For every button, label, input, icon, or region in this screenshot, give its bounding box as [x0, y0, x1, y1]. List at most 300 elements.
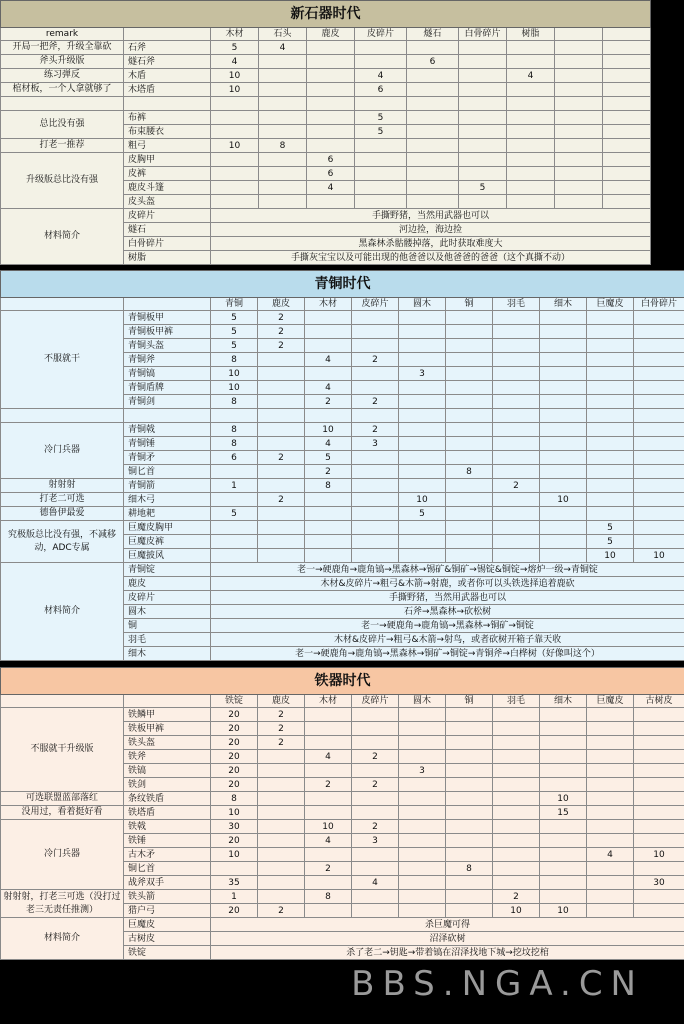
quantity-cell	[555, 139, 603, 153]
quantity-cell	[493, 437, 540, 451]
quantity-cell: 5	[211, 41, 259, 55]
quantity-cell	[407, 181, 459, 195]
quantity-cell	[459, 125, 507, 139]
quantity-cell	[352, 465, 399, 479]
quantity-cell	[493, 806, 540, 820]
quantity-cell: 15	[540, 806, 587, 820]
quantity-cell	[493, 367, 540, 381]
quantity-cell	[459, 97, 507, 111]
quantity-cell	[493, 708, 540, 722]
item-name: 铁板甲裤	[124, 722, 211, 736]
item-name: 铁头盔	[124, 736, 211, 750]
quantity-cell	[211, 493, 258, 507]
item-header	[124, 298, 211, 311]
quantity-cell: 8	[446, 862, 493, 876]
quantity-cell	[307, 97, 355, 111]
quantity-cell	[399, 820, 446, 834]
quantity-cell	[399, 311, 446, 325]
quantity-cell	[258, 367, 305, 381]
quantity-cell	[634, 792, 684, 806]
item-name: 树脂	[124, 251, 211, 265]
remark-cell: 打老一推荐	[1, 139, 124, 153]
quantity-cell	[258, 862, 305, 876]
quantity-cell	[259, 167, 307, 181]
quantity-cell: 4	[352, 876, 399, 890]
quantity-cell	[399, 834, 446, 848]
quantity-cell	[307, 41, 355, 55]
quantity-cell	[540, 778, 587, 792]
item-name: 青铜板甲	[124, 311, 211, 325]
header-row	[1, 695, 684, 708]
material-header: 巨魔皮	[587, 298, 634, 311]
item-name: 细木	[124, 647, 211, 661]
remark-cell: 不服就干升级版	[1, 708, 124, 792]
quantity-cell	[259, 195, 307, 209]
bronze-age-table	[0, 270, 684, 661]
quantity-cell	[399, 806, 446, 820]
quantity-cell: 5	[211, 507, 258, 521]
quantity-cell	[493, 549, 540, 563]
quantity-cell	[555, 97, 603, 111]
material-note: 石斧→黑森林→砍松树	[211, 605, 684, 619]
quantity-cell: 20	[211, 778, 258, 792]
quantity-cell	[352, 451, 399, 465]
item-name: 青铜镐	[124, 367, 211, 381]
material-note: 黑森林杀骷髅掉落，此时获取难度大	[211, 237, 651, 251]
quantity-cell	[540, 549, 587, 563]
quantity-cell	[399, 708, 446, 722]
item-name: 皮胸甲	[124, 153, 211, 167]
item-name	[124, 97, 211, 111]
quantity-cell	[603, 153, 651, 167]
quantity-cell	[446, 367, 493, 381]
quantity-cell	[634, 820, 684, 834]
quantity-cell: 35	[211, 876, 258, 890]
material-header: 皮碎片	[352, 298, 399, 311]
quantity-cell	[258, 437, 305, 451]
quantity-cell	[446, 904, 493, 918]
quantity-cell: 4	[211, 55, 259, 69]
remark-cell	[1, 97, 124, 111]
quantity-cell	[355, 139, 407, 153]
quantity-cell	[446, 507, 493, 521]
quantity-cell	[259, 125, 307, 139]
quantity-cell	[540, 451, 587, 465]
quantity-cell	[555, 195, 603, 209]
item-name: 古树皮	[124, 932, 211, 946]
item-name: 青铜锭	[124, 563, 211, 577]
quantity-cell: 2	[352, 820, 399, 834]
quantity-cell: 10	[211, 139, 259, 153]
header-row	[1, 28, 684, 41]
item-name: 鹿皮	[124, 577, 211, 591]
quantity-cell	[307, 125, 355, 139]
quantity-cell: 2	[352, 353, 399, 367]
quantity-cell: 10	[540, 904, 587, 918]
quantity-cell: 5	[399, 507, 446, 521]
table-row	[1, 55, 684, 69]
table-row	[1, 493, 684, 507]
material-note-row	[1, 209, 684, 223]
quantity-cell	[446, 311, 493, 325]
quantity-cell	[446, 437, 493, 451]
quantity-cell: 10	[634, 848, 684, 862]
table-row	[1, 806, 684, 820]
quantity-cell	[258, 479, 305, 493]
quantity-cell	[258, 521, 305, 535]
item-name: 古木矛	[124, 848, 211, 862]
quantity-cell: 2	[258, 708, 305, 722]
quantity-cell	[399, 876, 446, 890]
quantity-cell	[258, 890, 305, 904]
quantity-cell: 4	[507, 69, 555, 83]
quantity-cell: 3	[399, 764, 446, 778]
quantity-cell	[493, 451, 540, 465]
quantity-cell	[603, 83, 651, 97]
remark-cell: 练习弹反	[1, 69, 124, 83]
quantity-cell: 20	[211, 722, 258, 736]
quantity-cell: 8	[305, 479, 352, 493]
remark-cell: 德鲁伊最爱	[1, 507, 124, 521]
remark-header: remark	[1, 28, 124, 41]
quantity-cell	[352, 409, 399, 423]
remark-header	[1, 695, 124, 708]
quantity-cell	[446, 325, 493, 339]
quantity-cell	[634, 367, 684, 381]
remark-cell: 可选联盟蓝部落红	[1, 792, 124, 806]
quantity-cell	[493, 381, 540, 395]
quantity-cell	[352, 507, 399, 521]
quantity-cell	[587, 876, 634, 890]
quantity-cell	[211, 153, 259, 167]
item-name: 耕地耙	[124, 507, 211, 521]
quantity-cell	[634, 736, 684, 750]
quantity-cell	[211, 111, 259, 125]
quantity-cell	[540, 862, 587, 876]
quantity-cell: 1	[211, 890, 258, 904]
quantity-cell: 5	[355, 125, 407, 139]
quantity-cell	[211, 97, 259, 111]
table-row	[1, 83, 684, 97]
quantity-cell	[258, 750, 305, 764]
quantity-cell	[634, 381, 684, 395]
quantity-cell: 8	[259, 139, 307, 153]
remark-cell: 升级版总比没有强	[1, 153, 124, 209]
material-header: 铜	[446, 695, 493, 708]
quantity-cell	[258, 395, 305, 409]
quantity-cell: 5	[459, 181, 507, 195]
quantity-cell	[446, 806, 493, 820]
remark-cell: 射射射	[1, 479, 124, 493]
quantity-cell	[307, 69, 355, 83]
quantity-cell	[407, 97, 459, 111]
quantity-cell	[446, 820, 493, 834]
quantity-cell	[587, 820, 634, 834]
quantity-cell	[305, 876, 352, 890]
item-name: 铁戟	[124, 820, 211, 834]
item-name: 铜匕首	[124, 862, 211, 876]
quantity-cell	[259, 111, 307, 125]
table-row	[1, 139, 684, 153]
quantity-cell	[540, 736, 587, 750]
quantity-cell	[307, 195, 355, 209]
quantity-cell	[446, 736, 493, 750]
quantity-cell	[634, 353, 684, 367]
material-header: 皮碎片	[352, 695, 399, 708]
quantity-cell	[459, 195, 507, 209]
item-name: 巨魔皮	[124, 918, 211, 932]
quantity-cell	[407, 69, 459, 83]
quantity-cell	[399, 862, 446, 876]
quantity-cell	[258, 353, 305, 367]
quantity-cell	[446, 834, 493, 848]
item-name: 皮碎片	[124, 209, 211, 223]
quantity-cell: 3	[352, 834, 399, 848]
quantity-cell	[493, 834, 540, 848]
quantity-cell: 2	[352, 423, 399, 437]
quantity-cell	[634, 325, 684, 339]
quantity-cell	[459, 69, 507, 83]
material-header: 木材	[305, 298, 352, 311]
quantity-cell	[634, 521, 684, 535]
quantity-cell	[540, 876, 587, 890]
material-header: 古树皮	[634, 695, 684, 708]
quantity-cell	[459, 153, 507, 167]
quantity-cell: 2	[258, 451, 305, 465]
quantity-cell	[446, 381, 493, 395]
quantity-cell: 2	[258, 325, 305, 339]
quantity-cell: 10	[305, 423, 352, 437]
table-title-row	[1, 271, 684, 298]
quantity-cell	[507, 167, 555, 181]
quantity-cell	[352, 862, 399, 876]
material-header: 树脂	[507, 28, 555, 41]
remark-cell: 斧头升级版	[1, 55, 124, 69]
quantity-cell	[305, 904, 352, 918]
quantity-cell	[399, 451, 446, 465]
quantity-cell: 20	[211, 736, 258, 750]
quantity-cell	[399, 325, 446, 339]
quantity-cell	[603, 97, 651, 111]
material-note: 杀了老二→钥匙→带着镐在沼泽找地下城→挖坟挖棺	[211, 946, 684, 960]
quantity-cell	[634, 465, 684, 479]
quantity-cell	[493, 339, 540, 353]
item-name: 青铜盾牌	[124, 381, 211, 395]
quantity-cell	[258, 834, 305, 848]
quantity-cell	[259, 69, 307, 83]
quantity-cell	[507, 139, 555, 153]
quantity-cell	[407, 195, 459, 209]
quantity-cell	[258, 876, 305, 890]
quantity-cell	[259, 83, 307, 97]
quantity-cell: 4	[259, 41, 307, 55]
quantity-cell	[603, 69, 651, 83]
material-header: 圆木	[399, 298, 446, 311]
quantity-cell	[352, 736, 399, 750]
item-name: 铁锤	[124, 834, 211, 848]
quantity-cell	[211, 521, 258, 535]
quantity-cell	[603, 195, 651, 209]
material-note: 老一→硬鹿角→鹿角镐→黑森林→锡矿&铜矿→锡锭&铜锭→熔炉一级→青铜锭	[211, 563, 684, 577]
quantity-cell: 2	[305, 862, 352, 876]
quantity-cell	[493, 535, 540, 549]
quantity-cell	[587, 479, 634, 493]
item-name: 木盾	[124, 69, 211, 83]
quantity-cell	[211, 862, 258, 876]
quantity-cell: 20	[211, 764, 258, 778]
quantity-cell: 5	[355, 111, 407, 125]
quantity-cell	[446, 792, 493, 806]
quantity-cell	[587, 493, 634, 507]
quantity-cell	[446, 708, 493, 722]
quantity-cell	[407, 125, 459, 139]
quantity-cell	[305, 806, 352, 820]
material-note: 木材&皮碎片→粗弓&木箭→射鹿，或者你可以头铁选择追着鹿砍	[211, 577, 684, 591]
quantity-cell	[305, 736, 352, 750]
quantity-cell	[587, 862, 634, 876]
quantity-cell	[587, 367, 634, 381]
quantity-cell	[446, 409, 493, 423]
item-name: 圆木	[124, 605, 211, 619]
quantity-cell	[587, 353, 634, 367]
item-name	[124, 409, 211, 423]
quantity-cell	[587, 750, 634, 764]
quantity-cell	[603, 181, 651, 195]
remark-cell	[1, 409, 124, 423]
quantity-cell	[587, 325, 634, 339]
quantity-cell	[305, 339, 352, 353]
table-row	[1, 69, 684, 83]
quantity-cell: 10	[493, 904, 540, 918]
quantity-cell	[352, 535, 399, 549]
quantity-cell	[634, 904, 684, 918]
quantity-cell: 5	[587, 521, 634, 535]
quantity-cell	[259, 97, 307, 111]
material-note: 杀巨魔可得	[211, 918, 684, 932]
quantity-cell	[305, 521, 352, 535]
quantity-cell: 8	[211, 792, 258, 806]
material-header: 白骨碎片	[459, 28, 507, 41]
quantity-cell: 4	[305, 750, 352, 764]
watermark: BBS.NGA.CN	[351, 964, 644, 1004]
quantity-cell	[587, 764, 634, 778]
quantity-cell	[493, 423, 540, 437]
table-row	[1, 423, 684, 437]
quantity-cell: 20	[211, 834, 258, 848]
remark-cell: 棺材板，一个人拿就够了	[1, 83, 124, 97]
quantity-cell	[307, 55, 355, 69]
quantity-cell	[407, 83, 459, 97]
quantity-cell	[459, 111, 507, 125]
table-row	[1, 820, 684, 834]
quantity-cell	[634, 339, 684, 353]
item-name: 布裤	[124, 111, 211, 125]
material-note: 木材&皮碎片→粗弓&木箭→射鸟，或者砍树开箱子靠天收	[211, 633, 684, 647]
quantity-cell	[493, 465, 540, 479]
quantity-cell	[355, 181, 407, 195]
neolithic-table	[0, 0, 684, 265]
quantity-cell	[258, 535, 305, 549]
quantity-cell	[258, 465, 305, 479]
quantity-cell	[459, 83, 507, 97]
quantity-cell	[399, 465, 446, 479]
quantity-cell: 10	[540, 493, 587, 507]
quantity-cell	[446, 521, 493, 535]
material-header: 皮碎片	[355, 28, 407, 41]
item-name: 铁剑	[124, 778, 211, 792]
quantity-cell	[634, 722, 684, 736]
quantity-cell	[352, 367, 399, 381]
material-header: 木材	[211, 28, 259, 41]
quantity-cell	[540, 325, 587, 339]
quantity-cell	[399, 904, 446, 918]
quantity-cell	[399, 792, 446, 806]
table-row	[1, 708, 684, 722]
item-name: 木塔盾	[124, 83, 211, 97]
item-name: 铁斧	[124, 750, 211, 764]
quantity-cell	[555, 83, 603, 97]
quantity-cell: 10	[211, 367, 258, 381]
quantity-cell	[399, 409, 446, 423]
quantity-cell: 6	[211, 451, 258, 465]
quantity-cell	[399, 521, 446, 535]
material-note-row	[1, 563, 684, 577]
quantity-cell	[634, 708, 684, 722]
quantity-cell: 4	[305, 834, 352, 848]
material-header: 石头	[259, 28, 307, 41]
quantity-cell: 10	[211, 806, 258, 820]
quantity-cell	[355, 55, 407, 69]
table-title-row	[1, 668, 684, 695]
material-header	[603, 28, 651, 41]
quantity-cell: 1	[211, 479, 258, 493]
material-header: 圆木	[399, 695, 446, 708]
quantity-cell: 4	[355, 69, 407, 83]
quantity-cell: 2	[352, 750, 399, 764]
item-name: 铜匕首	[124, 465, 211, 479]
item-name: 细木弓	[124, 493, 211, 507]
quantity-cell	[587, 409, 634, 423]
item-name: 青铜锤	[124, 437, 211, 451]
quantity-cell: 6	[355, 83, 407, 97]
quantity-cell	[259, 153, 307, 167]
table-title: 铁器时代	[1, 668, 684, 695]
quantity-cell: 5	[587, 535, 634, 549]
quantity-cell	[603, 41, 651, 55]
quantity-cell	[399, 535, 446, 549]
item-name: 巨魔皮胸甲	[124, 521, 211, 535]
quantity-cell: 5	[211, 325, 258, 339]
quantity-cell	[352, 722, 399, 736]
quantity-cell	[540, 521, 587, 535]
quantity-cell	[540, 890, 587, 904]
quantity-cell	[305, 722, 352, 736]
quantity-cell: 8	[211, 395, 258, 409]
table-title-row	[1, 1, 684, 28]
quantity-cell	[399, 339, 446, 353]
quantity-cell	[407, 153, 459, 167]
quantity-cell: 5	[211, 339, 258, 353]
quantity-cell	[446, 423, 493, 437]
quantity-cell: 10	[634, 549, 684, 563]
quantity-cell	[355, 97, 407, 111]
quantity-cell	[603, 139, 651, 153]
quantity-cell	[603, 125, 651, 139]
quantity-cell	[399, 479, 446, 493]
quantity-cell	[307, 111, 355, 125]
quantity-cell	[493, 750, 540, 764]
quantity-cell	[634, 890, 684, 904]
